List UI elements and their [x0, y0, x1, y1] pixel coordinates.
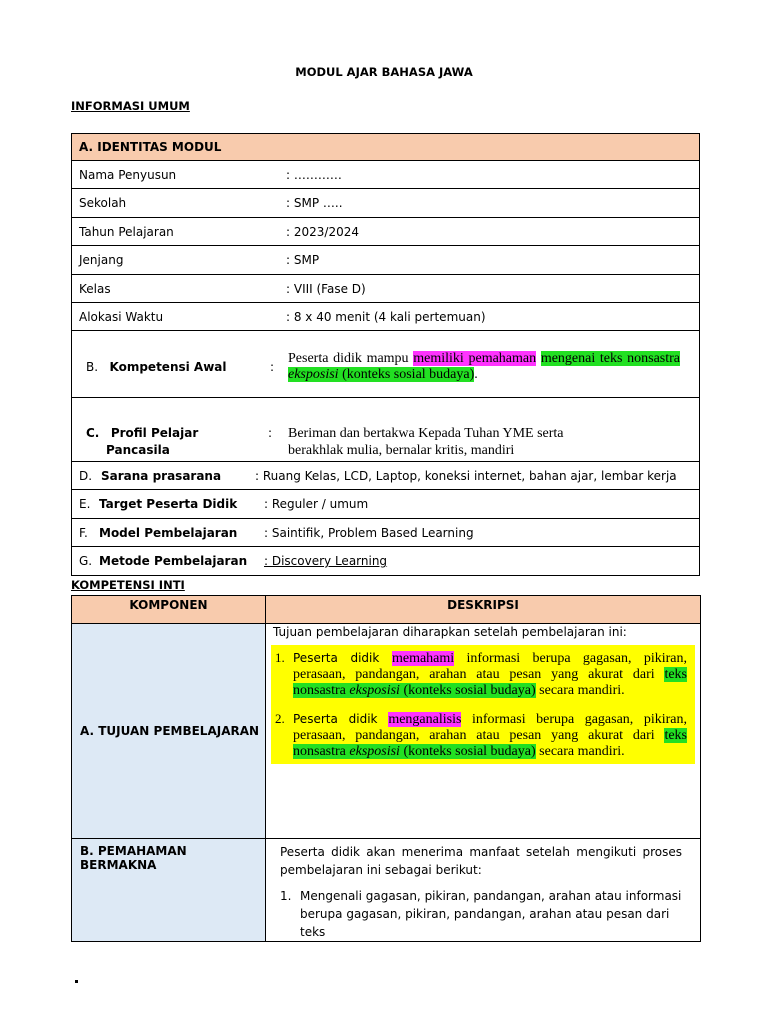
row-value: : 8 x 40 menit (4 kali pertemuan)	[286, 309, 486, 324]
pemahaman-label: B. PEMAHAMAN BERMAKNA	[72, 839, 266, 942]
row-label: Metode Pembelajaran	[99, 554, 248, 568]
kompetensi-inti-table	[71, 595, 701, 942]
table-row	[72, 490, 700, 519]
row-value: : 2023/2024	[286, 224, 359, 239]
row-label: Nama Penyusun	[79, 167, 177, 182]
document-title: MODUL AJAR BAHASA JAWA	[295, 65, 473, 79]
identitas-header-row	[72, 134, 700, 161]
table-row	[72, 218, 700, 246]
row-letter: G.	[79, 554, 93, 568]
row-value: : SMP …..	[286, 196, 343, 210]
pemahaman-bermakna-row	[72, 839, 701, 942]
row-label: Sarana prasarana	[101, 468, 222, 483]
profil-text-line-2: berakhlak mulia, bernalar kritis, mandiri	[288, 443, 515, 458]
identitas-header: A. IDENTITAS MODUL	[72, 134, 700, 161]
kompetensi-header-row	[72, 596, 701, 624]
kompetensi-awal-row	[72, 331, 700, 398]
row-label: Profil Pelajar	[110, 426, 199, 440]
list-item: 1. Mengenali gagasan, pikiran, pandangan, arahan atau informasi berupa gagasan, pikiran, pandangan, arahan atau pesan dari teks	[280, 889, 682, 939]
row-letter: C.	[86, 426, 100, 440]
row-letter: E.	[79, 497, 91, 511]
row-label: Model Pembelajaran	[99, 525, 238, 540]
row-label: Alokasi Waktu	[79, 309, 164, 324]
profil-pelajar-row	[72, 398, 700, 462]
row-letter: D.	[79, 468, 93, 483]
column-header-komponen: KOMPONEN	[72, 596, 266, 624]
pemahaman-intro: Peserta didik akan menerima manfaat setelah mengikuti proses pembelajaran ini sebagai berikut:	[280, 845, 682, 877]
row-value: : SMP	[286, 253, 320, 267]
row-colon: :	[268, 426, 273, 440]
table-row	[72, 275, 700, 303]
table-row	[72, 547, 700, 576]
row-value: : Discovery Learning	[264, 554, 388, 568]
row-label: Target Peserta Didik	[99, 497, 238, 511]
row-value: : Ruang Kelas, LCD, Laptop, koneksi internet, bahan ajar, lembar kerja	[255, 468, 677, 483]
row-value: : …………	[286, 167, 342, 182]
table-row	[72, 462, 700, 490]
list-item: 1. Peserta didik memahami informasi berupa gagasan, pikiran, perasaan, pandangan, arahan atau pesan yang akurat dari teks nonsastra eksposisi (konteks sosial budaya) secara mandiri.	[275, 650, 687, 698]
section-heading-kompetensi-inti: KOMPETENSI INTI	[71, 578, 185, 592]
row-label-cont: Pancasila	[106, 443, 170, 457]
tujuan-label: A. TUJUAN PEMBELAJARAN	[72, 624, 266, 839]
section-heading-informasi-umum: INFORMASI UMUM	[71, 99, 190, 113]
table-row	[72, 519, 700, 547]
row-label: Kompetensi Awal	[109, 360, 227, 374]
row-label: Kelas	[79, 281, 111, 296]
tujuan-list	[271, 645, 695, 764]
row-label: Sekolah	[79, 196, 127, 210]
row-value: : Reguler / umum	[264, 497, 369, 511]
column-header-deskripsi: DESKRIPSI	[266, 596, 701, 624]
list-item: 2. Peserta didik menganalisis informasi berupa gagasan, pikiran, perasaan, pandangan, arahan atau pesan yang akurat dari teks nonsastra eksposisi (konteks sosial budaya) secara mandiri.	[275, 711, 687, 759]
table-row	[72, 246, 700, 275]
kompetensi-awal-text: Peserta didik mampu memiliki pemahaman mengenai teks nonsastra eksposisi (konteks sosial budaya).	[288, 351, 681, 382]
footer-dot	[75, 980, 78, 983]
table-row	[72, 189, 700, 218]
row-value: : VIII (Fase D)	[286, 281, 366, 296]
profil-text-line-1: Beriman dan bertakwa Kepada Tuhan YME serta	[288, 426, 564, 441]
row-value: : Saintifik, Problem Based Learning	[264, 525, 474, 540]
row-letter: F.	[79, 525, 88, 540]
table-row	[72, 161, 700, 189]
table-row	[72, 303, 700, 331]
tujuan-pembelajaran-row	[72, 624, 701, 839]
identitas-modul-table	[71, 133, 700, 576]
tujuan-intro: Tujuan pembelajaran diharapkan setelah pembelajaran ini:	[273, 625, 627, 639]
row-colon: :	[270, 360, 275, 374]
row-label: Jenjang	[79, 253, 124, 267]
row-letter: B.	[86, 360, 99, 374]
row-label: Tahun Pelajaran	[79, 224, 174, 239]
